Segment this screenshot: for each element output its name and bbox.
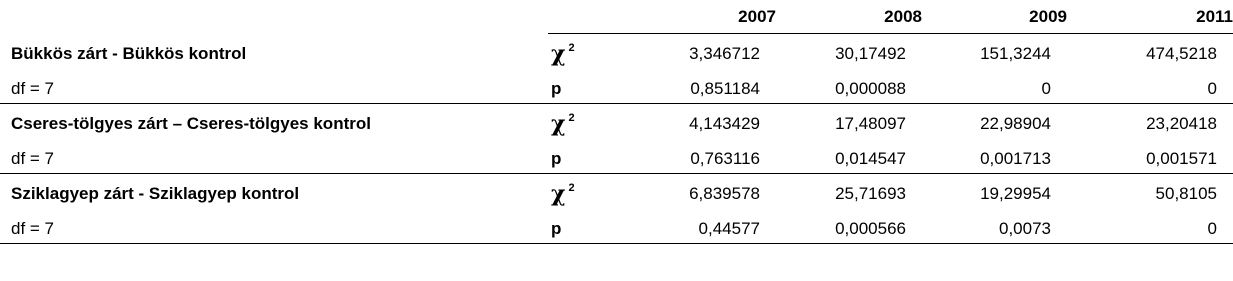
comparison-label: Cseres-tölgyes zárt – Cseres-tölgyes kontrol [11,114,371,133]
chi-square-symbol: χ $^2$ [551,41,575,67]
p-value-2011: 0 [1067,214,1233,244]
p-value-2009: 0,001713 [922,144,1067,174]
year-header-2011: 2011 [1067,0,1233,34]
table-row-chi-sziklagyep [0,174,1233,215]
year-header-2009: 2009 [922,0,1067,34]
chi-value-2011: 23,20418 [1146,114,1217,133]
table-row-p-bukkos [0,74,1233,104]
comparison-label: Bükkös zárt - Bükkös kontrol [11,43,247,63]
header-row [0,0,1233,34]
year-header-2007: 2007 [660,0,776,34]
df-label: df = 7 [0,214,548,244]
chi-value-2007: 6,839578 [689,184,760,203]
table-row-p-sziklagyep [0,214,1233,244]
year-header-2008: 2008 [776,0,922,34]
chi-value-2011: 50,8105 [1155,184,1217,203]
p-value-2007: 0,44577 [660,214,776,244]
chi-value-2009: 151,3244 [980,44,1051,63]
table-row-chi-bukkos [0,34,1233,75]
p-value-2008: 0,014547 [776,144,922,174]
table-row-chi-cseres [0,104,1233,145]
header-blank-label [0,0,548,34]
p-value-2007: 0,763116 [660,144,776,174]
p-value-2008: 0,000088 [776,74,922,104]
chi-value-2008: 17,48097 [835,114,906,133]
table-row-p-cseres [0,144,1233,174]
df-label: df = 7 [0,144,548,174]
chi-value-2008: 25,71693 [835,184,906,203]
chi-value-2009: 22,98904 [980,114,1051,133]
chi-value-2007: 4,143429 [689,114,760,133]
p-symbol: p [548,144,660,174]
chi-value-2009: 19,29954 [980,184,1051,203]
p-value-2009: 0,0073 [922,214,1067,244]
p-value-2009: 0 [922,74,1067,104]
p-value-2008: 0,000566 [776,214,922,244]
chi-value-2007: 3,346712 [689,44,760,63]
p-symbol: p [548,74,660,104]
chi-square-symbol: χ $^2$ [551,111,575,137]
p-symbol: p [548,214,660,244]
chi-value-2011: 474,5218 [1146,44,1217,63]
p-value-2011: 0 [1067,74,1233,104]
chi-square-symbol: χ $^2$ [551,181,575,207]
df-label: df = 7 [0,74,548,104]
header-blank-stat [548,0,660,34]
comparison-label: Sziklagyep zárt - Sziklagyep kontrol [11,184,300,203]
chi-value-2008: 30,17492 [835,44,906,63]
p-value-2011: 0,001571 [1067,144,1233,174]
p-value-2007: 0,851184 [660,74,776,104]
